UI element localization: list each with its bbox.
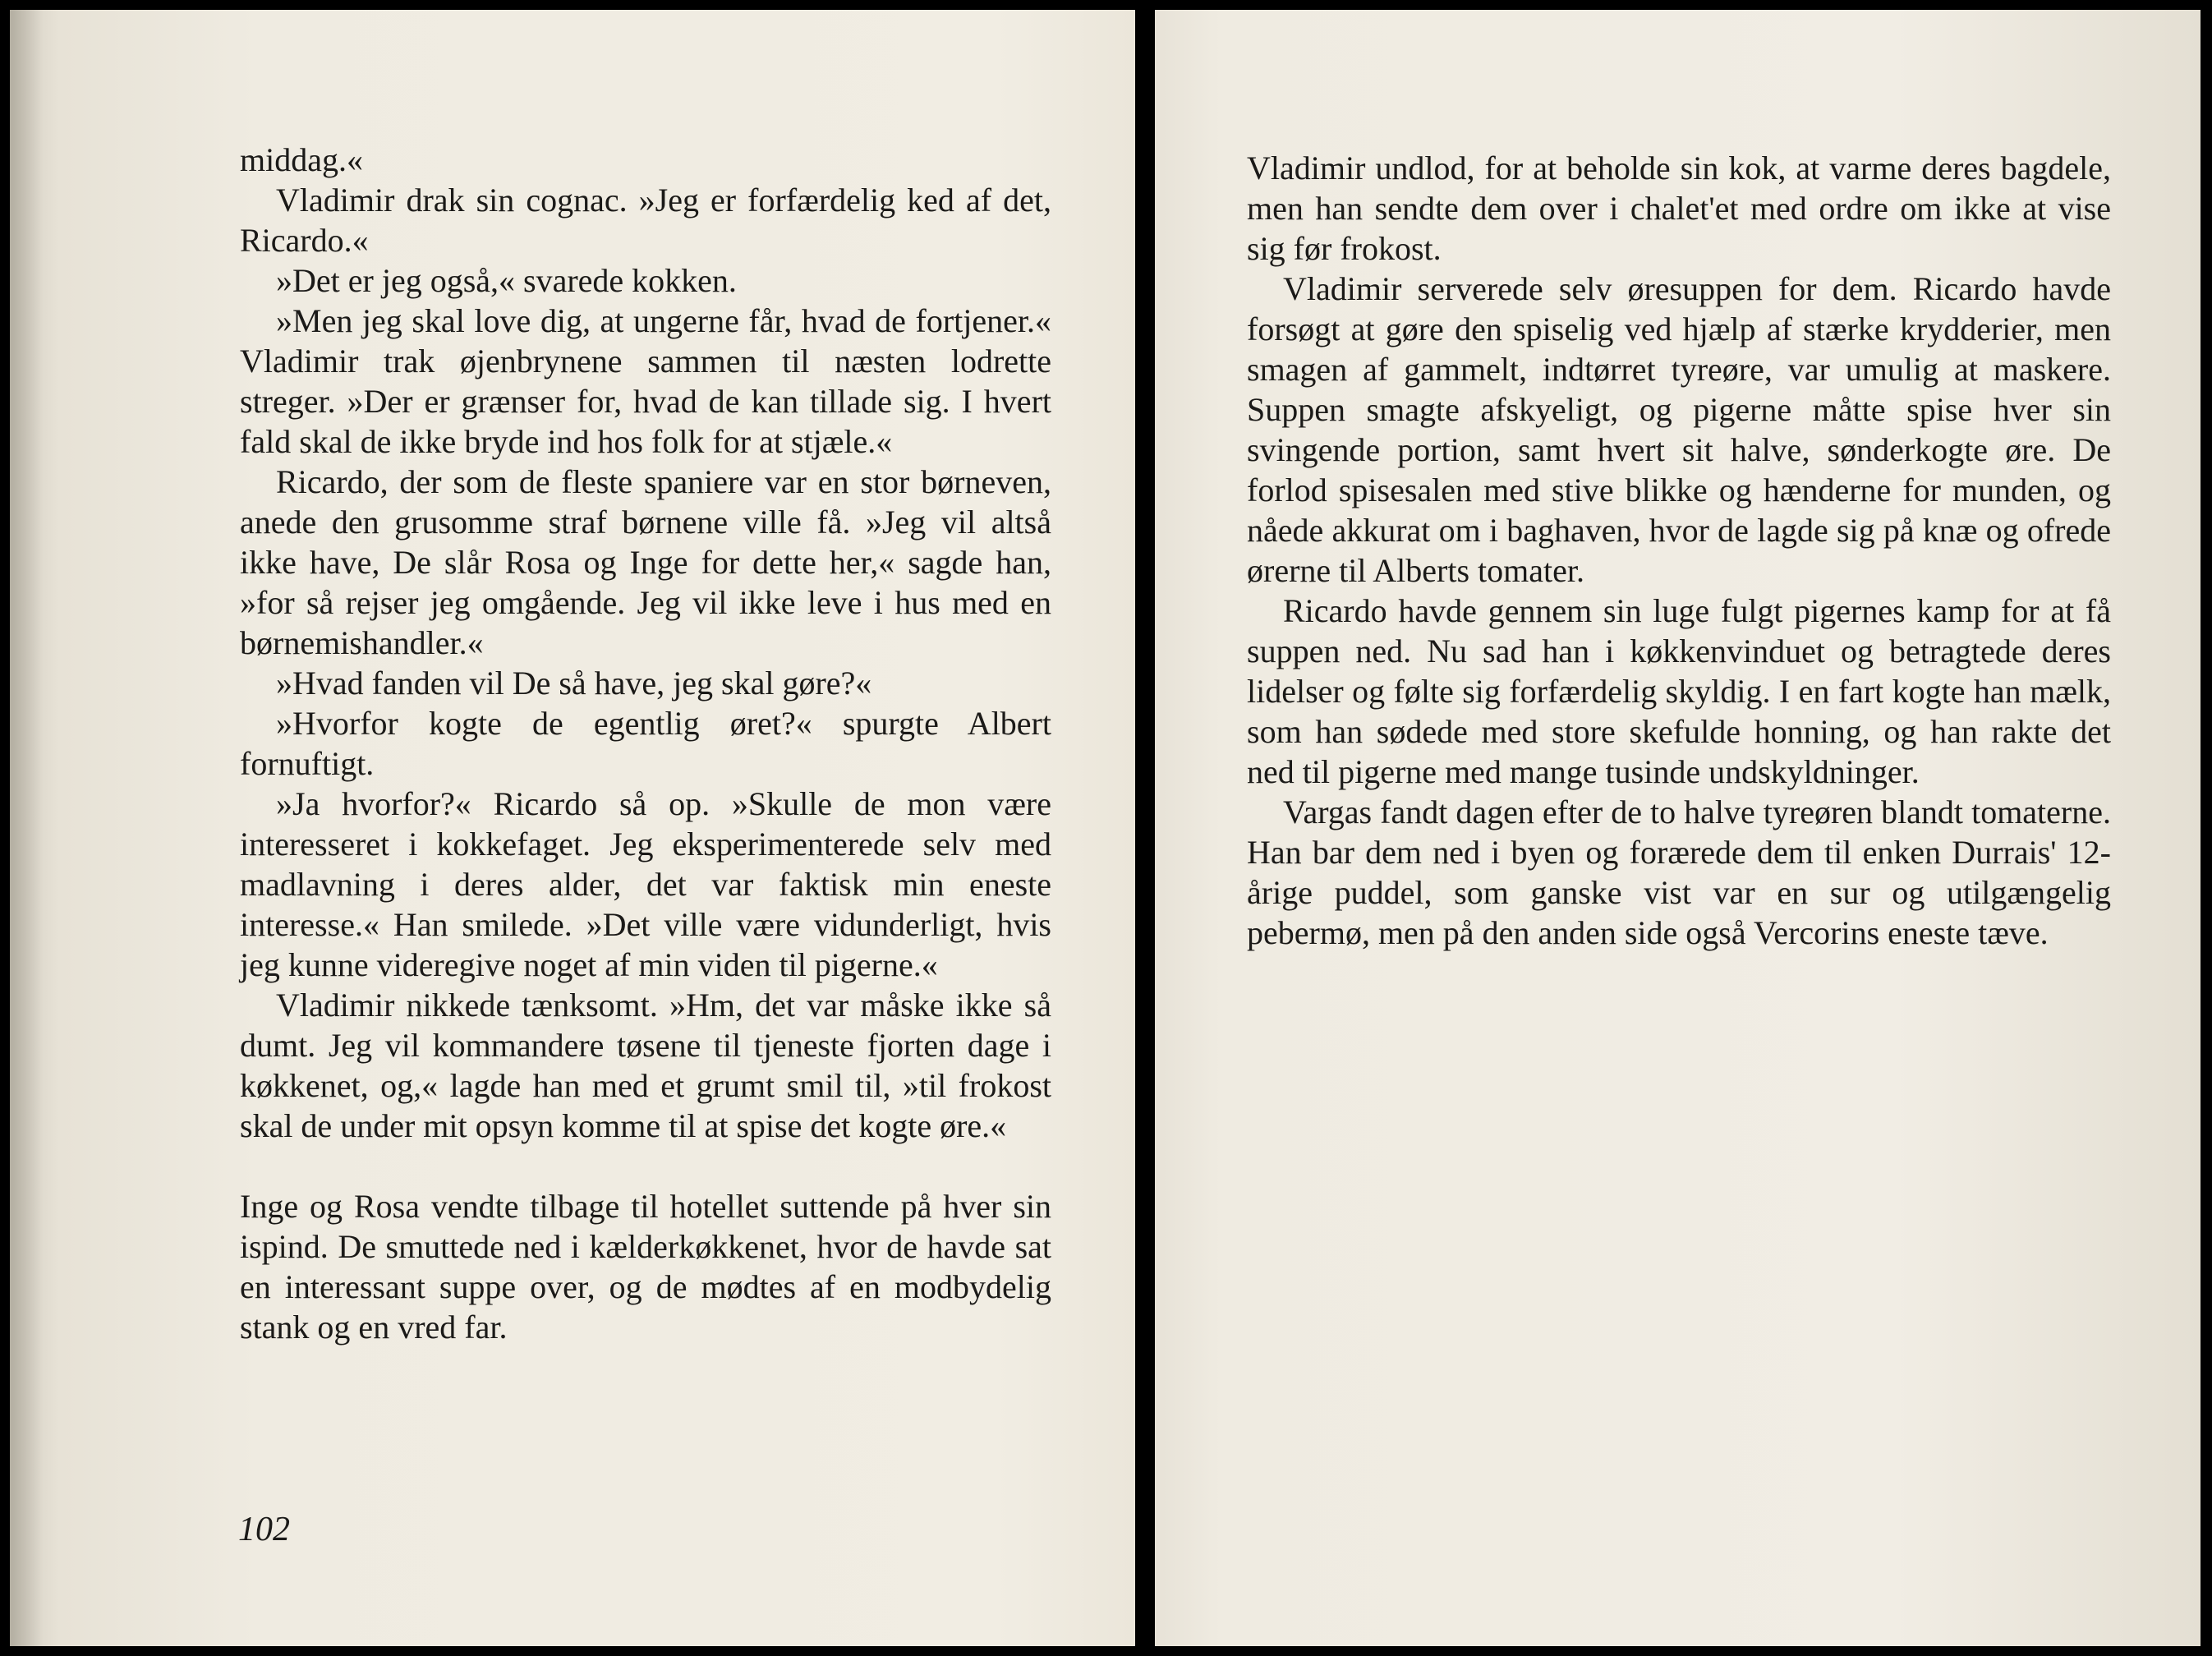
section-break: [240, 1146, 1051, 1186]
paragraph: Inge og Rosa vendte tilbage til hotellet suttende på hver sin ispind. De smuttede ned i kælderkøkkenet, hvor de havde sat en interessant suppe over, og de mødtes af en modbydelig stank og en vred far.: [240, 1188, 1051, 1346]
paragraph: Ricardo, der som de fleste spaniere var en stor børneven, anede den grusomme straf børnene ville få. »Jeg vil altså ikke have, De slår Rosa og Inge for dette her,« sagde han, »for så rejser jeg omgående. Jeg vil ikke leve i hus med en børnemishandler.«: [240, 463, 1051, 661]
page-edge-shadow: [10, 10, 43, 1646]
paragraph: Vladimir serverede selv øresuppen for dem. Ricardo havde forsøgt at gøre den spiselig ved hjælp af stærke krydderier, men smagen af gammelt, indtørret tyreøre, var umulig at maskere. Suppen smagte afskyeligt, og pigerne måtte spise hver sin svingende portion, samt hvert sit halve, sønderkogte øre. De forlod spisesalen med stive blikke og hænderne for munden, og nåede akkurat om i baghaven, hvor de lagde sig på knæ og ofrede ørerne til Alberts tomater.: [1247, 270, 2111, 589]
paragraph: »Det er jeg også,« svarede kokken.: [276, 262, 737, 299]
paragraph: »Hvad fanden vil De så have, jeg skal gøre?«: [276, 665, 872, 702]
left-page: [10, 10, 1135, 1646]
right-page-text: [1247, 148, 2111, 953]
paragraph: »Ja hvorfor?« Ricardo så op. »Skulle de mon være interesseret i kokkefaget. Jeg eksperimenterede selv med madlavning i deres alder, det var faktisk min eneste interesse.« Han smilede. »Det ville være vidunderligt, hvis jeg kunne videregive noget af min viden til pigerne.«: [240, 785, 1051, 983]
paragraph: Ricardo havde gennem sin luge fulgt pigernes kamp for at få suppen ned. Nu sad han i køkkenvinduet og betragtede deres lidelser og følte sig forfærdelig skyldig. I en fart kogte han mælk, som han sødede med store skefulde honning, og han rakte det ned til pigerne med mange tusinde undskyldninger.: [1247, 592, 2111, 790]
page-number: 102: [238, 1511, 290, 1548]
paragraph: Vargas fandt dagen efter de to halve tyreøren blandt tomaterne. Han bar dem ned i byen og forærede dem til enken Durrais' 12-årige puddel, som ganske vist var en sur og utilgængelig pebermø, men på den anden side også Vercorins eneste tæve.: [1247, 794, 2111, 951]
paragraph: Vladimir undlod, for at beholde sin kok, at varme deres bagdele, men han sendte dem over i chalet'et med ordre om ikke at vise sig før frokost.: [1247, 150, 2111, 267]
paragraph: Vladimir drak sin cognac. »Jeg er forfærdelig ked af det, Ricardo.«: [240, 182, 1051, 259]
paragraph: Vladimir nikkede tænksomt. »Hm, det var måske ikke så dumt. Jeg vil kommandere tøsene til tjeneste fjorten dage i køkkenet, og,« lagde han med et grumt smil til, »til frokost skal de under mit opsyn komme til at spise det kogte øre.«: [240, 987, 1051, 1144]
right-page: [1155, 10, 2201, 1646]
paragraph: »Men jeg skal love dig, at ungerne får, hvad de fortjener.« Vladimir trak øjenbrynene sammen til næsten lodrette streger. »Der er grænser for, hvad de kan tillade sig. I hvert fald skal de ikke bryde ind hos folk for at stjæle.«: [240, 302, 1051, 460]
paragraph: »Hvorfor kogte de egentlig øret?« spurgte Albert fornuftigt.: [240, 705, 1051, 782]
left-page-text: [240, 140, 1051, 1347]
paragraph: middag.«: [240, 141, 363, 178]
